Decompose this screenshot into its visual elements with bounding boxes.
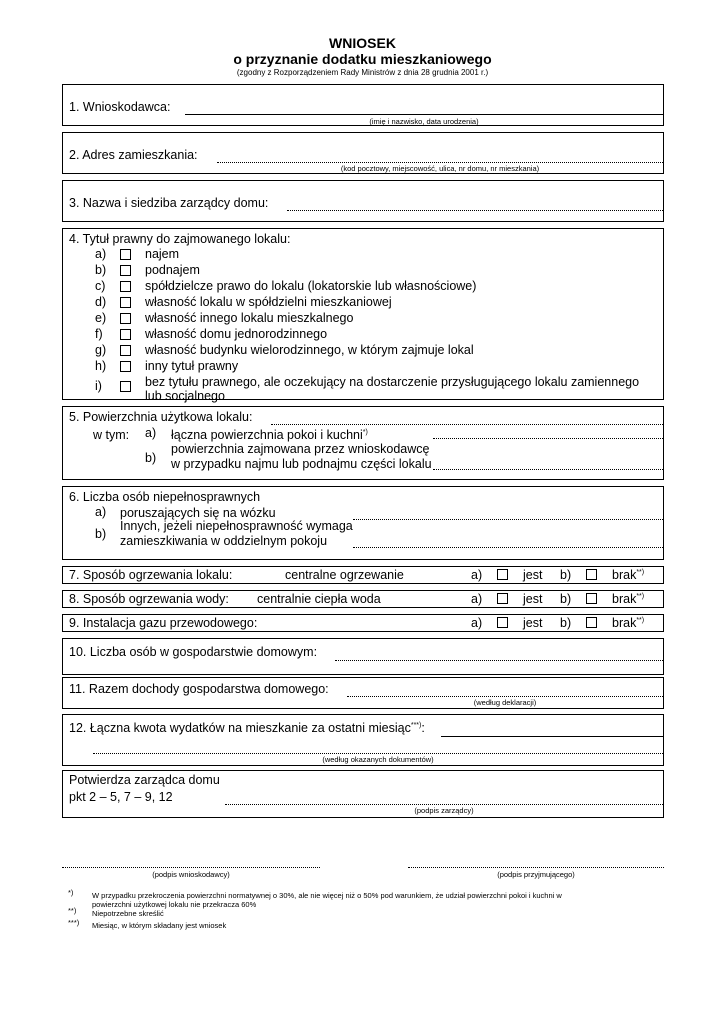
applicant-caption: (imię i nazwisko, data urodzenia): [369, 117, 479, 126]
address-caption: (kod pocztowy, miejscowość, ulica, nr domu, nr mieszkania): [340, 164, 540, 173]
gas-no-label: brak**): [612, 616, 645, 630]
legal-title-option-checkbox[interactable]: [120, 361, 131, 372]
legal-title-option-letter: i): [95, 379, 102, 393]
administrator-input-line[interactable]: [287, 210, 663, 211]
floor-area-label: 5. Powierzchnia użytkowa lokalu:: [69, 410, 253, 424]
footnote-1-line2: powierzchni użytkowej lokalu nie przekracza 60%: [92, 900, 257, 909]
form-title: WNIOSEK: [329, 35, 396, 51]
water-heating-b-letter: b): [560, 592, 572, 606]
floor-area-b-letter: b): [145, 451, 157, 465]
legal-title-option-text: własność lokalu w spółdzielni mieszkaniowej: [145, 295, 392, 309]
floor-area-a-input-line[interactable]: [433, 438, 663, 439]
legal-title-option-checkbox[interactable]: [120, 297, 131, 308]
heating-yes-label: jest: [523, 568, 543, 582]
disabled-b-line1: Innych, jeżeli niepełnosprawność wymaga: [120, 519, 353, 533]
gas-b-letter: b): [560, 616, 572, 630]
disabled-label: 6. Liczba osób niepełnosprawnych: [69, 490, 261, 504]
legal-title-option-letter: b): [95, 263, 107, 277]
section-water-heating: [62, 590, 664, 608]
applicant-signature-line[interactable]: [62, 867, 320, 868]
form-subtitle: o przyznanie dodatku mieszkaniowego: [233, 51, 492, 67]
expenses-input-line-1[interactable]: [441, 736, 663, 737]
disabled-b-line2: zamieszkiwania w oddzielnym pokoju: [120, 534, 328, 548]
heating-no-label: brak**): [612, 568, 645, 582]
heating-b-letter: b): [560, 568, 572, 582]
legal-title-option-text: spółdzielcze prawo do lokalu (lokatorskie lub własnościowe): [145, 279, 477, 293]
water-heating-value: centralnie ciepła woda: [257, 592, 381, 606]
floor-area-a-text: łączna powierzchnia pokoi i kuchni*): [171, 428, 368, 442]
legal-title-option-text: bez tytułu prawnego, ale oczekujący na dostarczenie przysługującego lokalu zamiennego lub socjalnego: [145, 375, 640, 403]
section-address: [62, 132, 664, 174]
legal-title-option-letter: e): [95, 311, 107, 325]
expenses-label: 12. Łączna kwota wydatków na mieszkanie za ostatni miesiąc***):: [69, 721, 425, 735]
household-size-label: 10. Liczba osób w gospodarstwie domowym:: [69, 645, 318, 659]
heating-a-letter: a): [471, 568, 483, 582]
section-floor-area: [62, 406, 664, 480]
footnote-3-mark: ***): [68, 918, 80, 927]
legal-title-option-text: własność innego lokalu mieszkalnego: [145, 311, 354, 325]
gas-yes-checkbox[interactable]: [497, 617, 508, 628]
legal-title-option-checkbox[interactable]: [120, 313, 131, 324]
section-administrator: [62, 180, 664, 222]
footnote-1-mark: *): [68, 888, 74, 897]
floor-area-b-line2: w przypadku najmu lub podnajmu części lokalu: [171, 457, 432, 471]
expenses-input-line-2[interactable]: [93, 753, 663, 754]
legal-title-option-letter: g): [95, 343, 107, 357]
applicant-input-line[interactable]: [185, 114, 663, 115]
floor-area-b-line1: powierzchnia zajmowana przez wnioskodawcę: [171, 442, 430, 456]
legal-title-option-checkbox[interactable]: [120, 345, 131, 356]
water-heating-yes-checkbox[interactable]: [497, 593, 508, 604]
heating-label: 7. Sposób ogrzewania lokalu:: [69, 568, 233, 582]
water-heating-a-letter: a): [471, 592, 483, 606]
form-legal-note: (zgodny z Rozporządzeniem Rady Ministrów z dnia 28 grudnia 2001 r.): [236, 68, 489, 77]
legal-title-option-text: najem: [145, 247, 180, 261]
legal-title-option-checkbox[interactable]: [120, 249, 131, 260]
legal-title-option-checkbox[interactable]: [120, 265, 131, 276]
legal-title-option-text: własność budynku wielorodzinnego, w którym zajmuje lokal: [145, 343, 474, 357]
income-label: 11. Razem dochody gospodarstwa domowego:: [69, 682, 329, 696]
legal-title-option-letter: d): [95, 295, 107, 309]
address-label: 2. Adres zamieszkania:: [69, 148, 198, 162]
legal-title-option-checkbox[interactable]: [120, 281, 131, 292]
section-household-size: [62, 638, 664, 675]
administrator-label: 3. Nazwa i siedziba zarządcy domu:: [69, 196, 269, 210]
floor-area-b-input-line[interactable]: [433, 469, 663, 470]
receiver-signature-line[interactable]: [408, 867, 664, 868]
income-caption: (według deklaracji): [473, 698, 537, 707]
legal-title-option-text: podnajem: [145, 263, 200, 277]
applicant-signature-caption: (podpis wnioskodawcy): [152, 870, 230, 879]
expenses-caption: (według okazanych dokumentów): [322, 755, 434, 764]
administrator-signature-line[interactable]: [225, 804, 663, 805]
gas-label: 9. Instalacja gazu przewodowego:: [69, 616, 258, 630]
applicant-label: 1. Wnioskodawca:: [69, 100, 171, 114]
legal-title-option-checkbox[interactable]: [120, 329, 131, 340]
household-size-input-line[interactable]: [335, 660, 663, 661]
disabled-a-letter: a): [95, 505, 107, 519]
heating-no-checkbox[interactable]: [586, 569, 597, 580]
section-expenses: [62, 714, 664, 766]
disabled-a-input-line[interactable]: [353, 519, 663, 520]
legal-title-option-text: inny tytuł prawny: [145, 359, 239, 373]
legal-title-option-letter: a): [95, 247, 107, 261]
footnote-2-line1: Niepotrzebne skreślić: [92, 909, 164, 918]
receiver-signature-caption: (podpis przyjmującego): [497, 870, 575, 879]
section-heating: [62, 566, 664, 584]
administrator-signature-caption: (podpis zarządcy): [414, 806, 474, 815]
legal-title-label: 4. Tytuł prawny do zajmowanego lokalu:: [69, 232, 291, 246]
water-heating-no-label: brak**): [612, 592, 645, 606]
address-input-line[interactable]: [217, 162, 663, 163]
confirmation-line2: pkt 2 – 5, 7 – 9, 12: [69, 790, 173, 804]
section-legal-title: [62, 228, 664, 403]
water-heating-yes-label: jest: [523, 592, 543, 606]
legal-title-option-text: własność domu jednorodzinnego: [145, 327, 328, 341]
disabled-b-letter: b): [95, 527, 107, 541]
legal-title-option-letter: c): [95, 279, 106, 293]
water-heating-label: 8. Sposób ogrzewania wody:: [69, 592, 229, 606]
footnote-2-mark: **): [68, 906, 77, 915]
section-gas: [62, 614, 664, 632]
section-confirmation: [62, 770, 664, 818]
heating-yes-checkbox[interactable]: [497, 569, 508, 580]
section-applicant: [62, 84, 664, 126]
floor-area-input-line[interactable]: [271, 424, 663, 425]
income-input-line[interactable]: [347, 696, 663, 697]
gas-yes-label: jest: [523, 616, 543, 630]
heating-value: centralne ogrzewanie: [285, 568, 404, 582]
section-disabled: [62, 486, 664, 560]
legal-title-option-letter: h): [95, 359, 107, 373]
section-income: [62, 677, 664, 709]
floor-area-wtym: w tym:: [93, 428, 130, 442]
water-heating-no-checkbox[interactable]: [586, 593, 597, 604]
disabled-a-text: poruszających się na wózku: [120, 506, 276, 520]
legal-title-option-checkbox[interactable]: [120, 381, 131, 392]
legal-title-option-letter: f): [95, 327, 103, 341]
gas-no-checkbox[interactable]: [586, 617, 597, 628]
floor-area-a-letter: a): [145, 426, 157, 440]
footnote-3-line1: Miesiąc, w którym składany jest wniosek: [92, 921, 227, 930]
footnote-1-line1: W przypadku przekroczenia powierzchni normatywnej o 30%, ale nie więcej niż o 50% pod warunkiem, że udział powierzchni pokoi i kuchni w: [92, 891, 562, 900]
gas-a-letter: a): [471, 616, 483, 630]
confirmation-line1: Potwierdza zarządca domu: [69, 773, 220, 787]
disabled-b-input-line[interactable]: [353, 547, 663, 548]
